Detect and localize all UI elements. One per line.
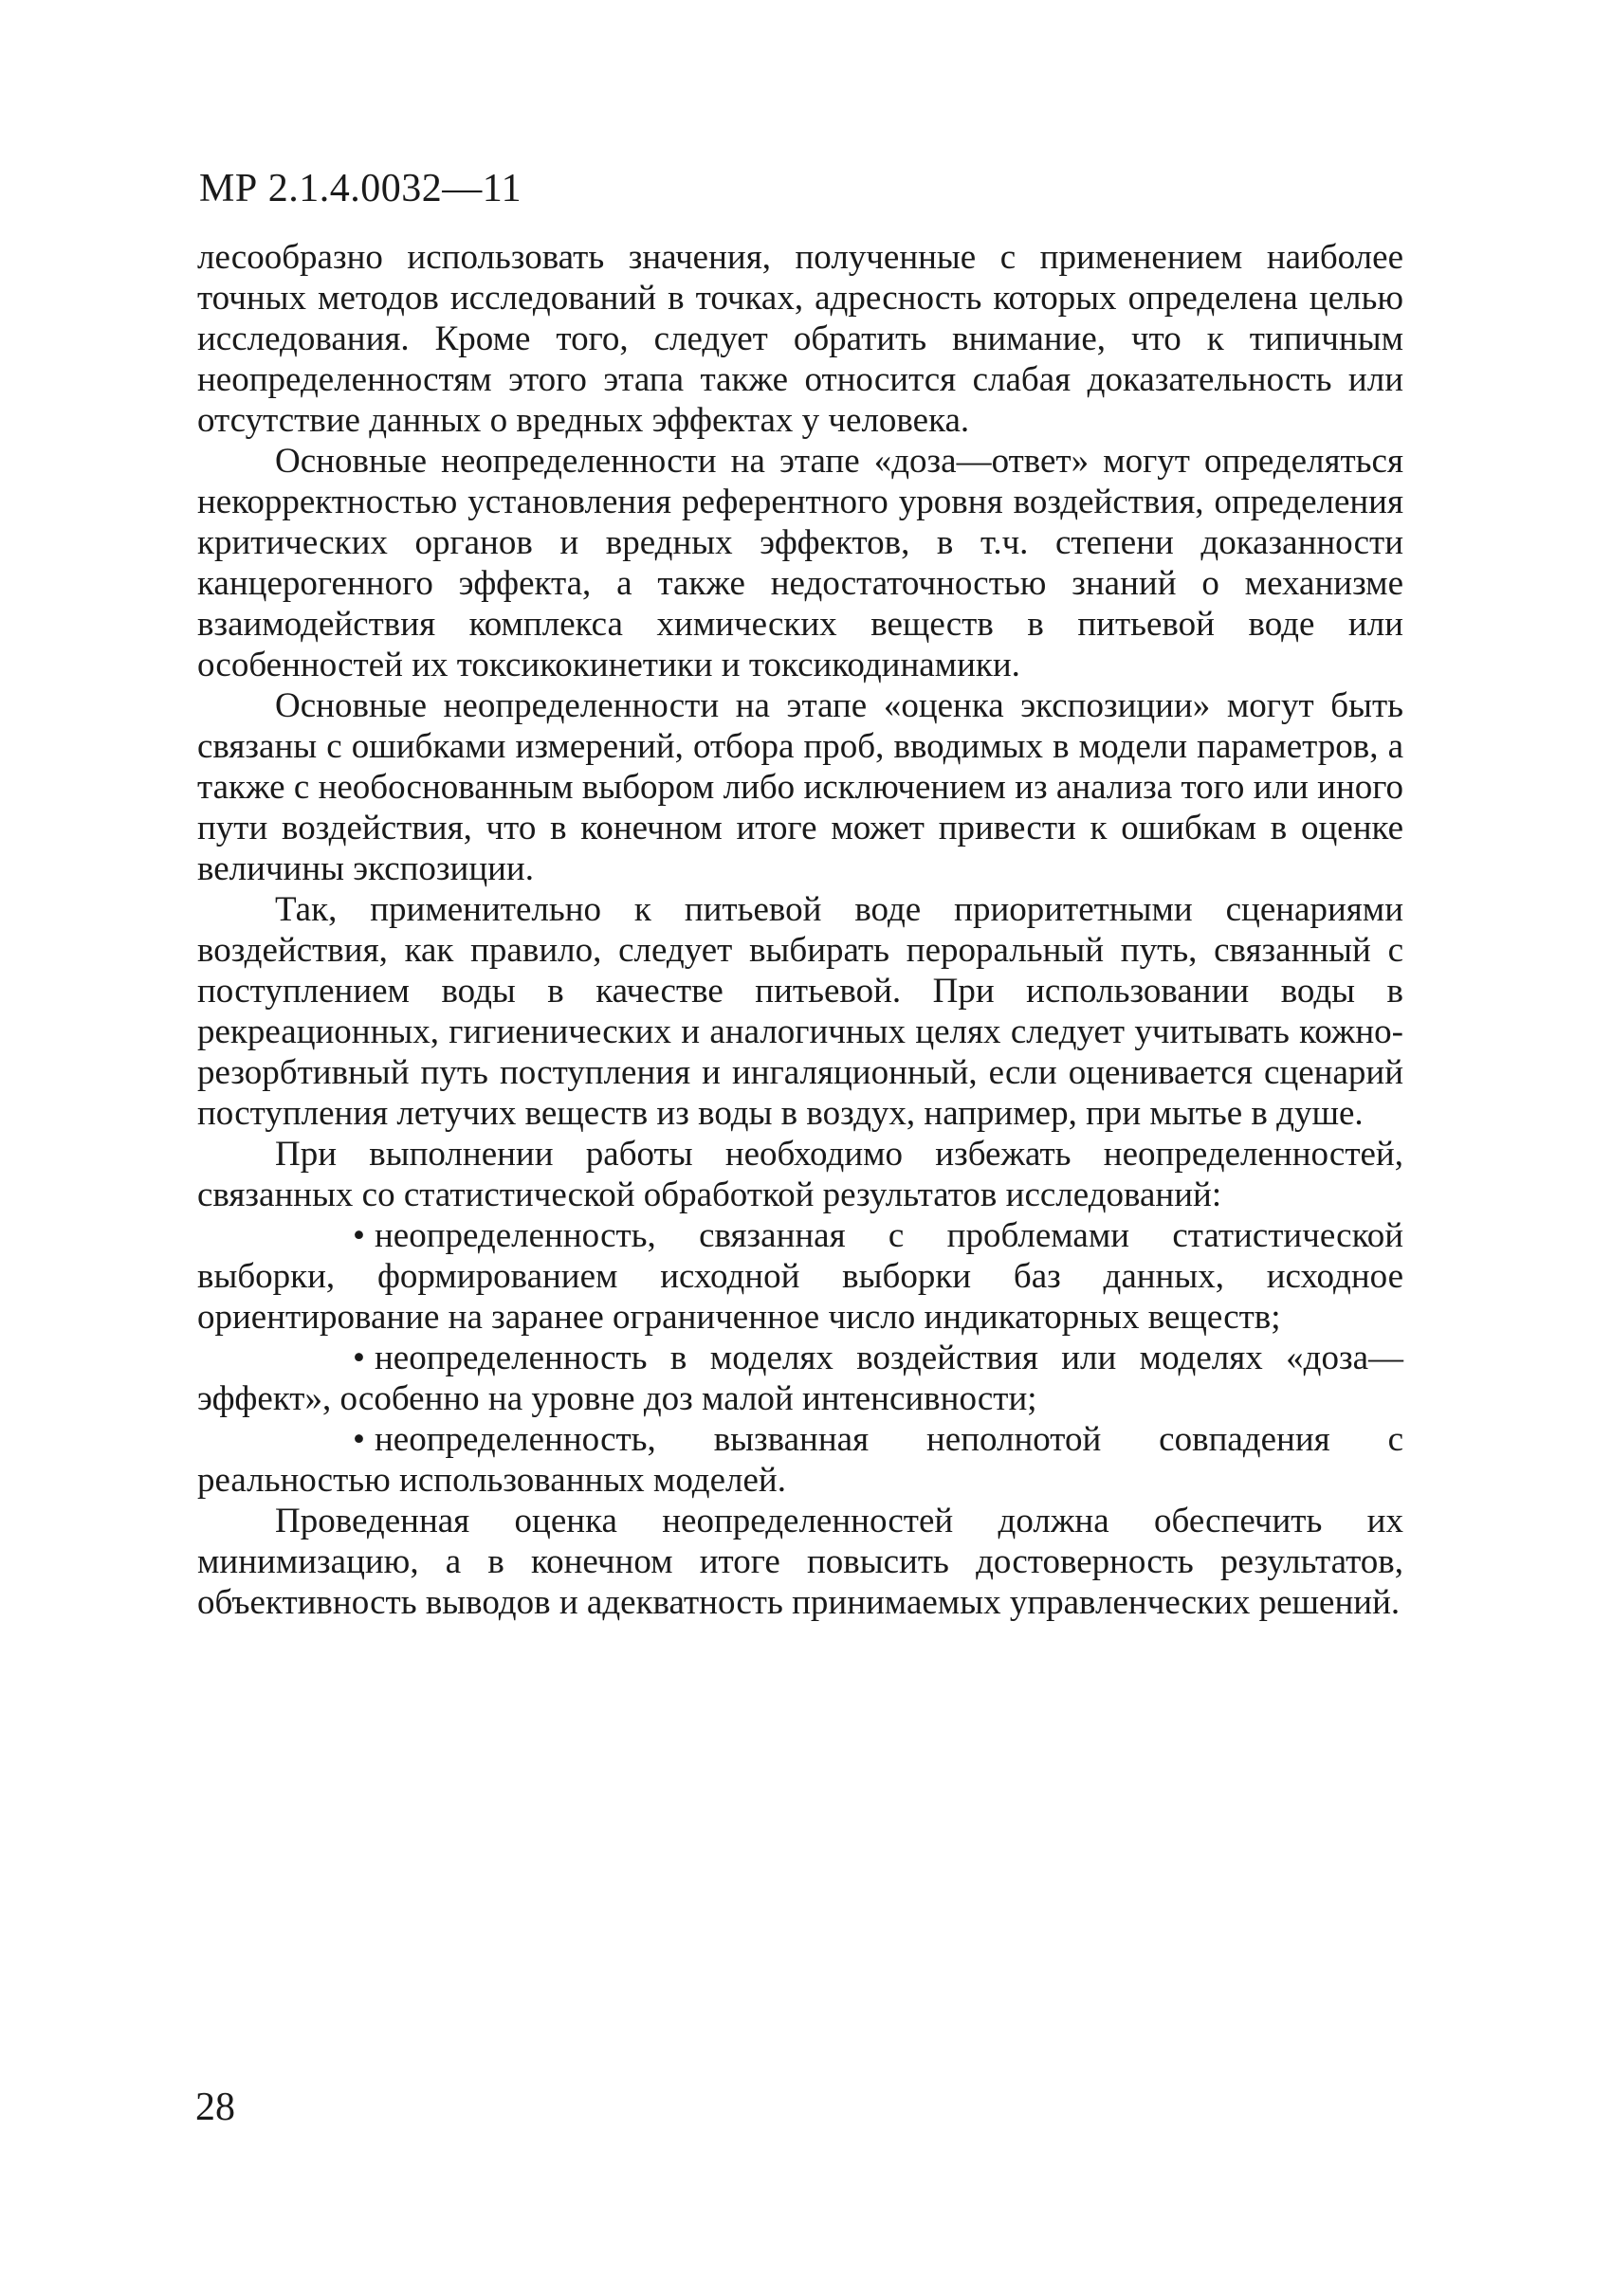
- list-item: [197, 1215, 1403, 1338]
- list-item: [197, 1338, 1403, 1419]
- paragraph-exposure-assessment: Основные неопределенности на этапе «оценка экспозиции» могут быть связаны с ошибками измерений, отбора проб, вводимых в модели параметров, а также с необоснованным выбором либо исключением из анализа того или иного пути воздействия, что в конечном итоге может привести к ошибкам в оценке величины экспозиции.: [197, 686, 1403, 888]
- page-number: 28: [195, 2086, 235, 2129]
- bullet-marker: •: [353, 1216, 365, 1255]
- bullet-marker: •: [353, 1339, 365, 1377]
- list-item-text: неопределенность в моделях воздействия или моделях «доза—эффект», особенно на уровне доз малой интенсивности;: [197, 1339, 1403, 1418]
- paragraph-dose-response: Основные неопределенности на этапе «доза—ответ» могут определяться некорректностью установления референтного уровня воздействия, определения критических органов и вредных эффектов, в т.ч. степени доказанности канцерогенного эффекта, а также недостаточностью знаний о механизме взаимодействия комплекса химических веществ в питьевой воде или особенностей их токсикокинетики и токсикодинамики.: [197, 442, 1403, 684]
- paragraph-conclusion: Проведенная оценка неопределенностей должна обеспечить их минимизацию, а в конечном итоге повысить достоверность результатов, объективность выводов и адекватность принимаемых управленческих решений.: [197, 1502, 1403, 1622]
- document-code: МР 2.1.4.0032—11: [199, 167, 522, 210]
- bullet-marker: •: [353, 1420, 365, 1459]
- document-body: [197, 237, 1403, 1623]
- paragraph-statistical-uncertainty: При выполнении работы необходимо избежать неопределенностей, связанных со статистической обработкой результатов исследований:: [197, 1135, 1403, 1214]
- list-item: [197, 1419, 1403, 1501]
- list-item-text: неопределенность, вызванная неполнотой совпадения с реальностью использованных моделей.: [197, 1420, 1403, 1500]
- paragraph-drinking-water-scenarios: Так, применительно к питьевой воде приоритетными сценариями воздействия, как правило, следует выбирать пероральный путь, связанный с поступлением воды в качестве питьевой. При использовании воды в рекреационных, гигиенических и аналогичных целях следует учитывать кожно-резорбтивный путь поступления и ингаляционный, если оценивается сценарий поступления летучих веществ из воды в воздух, например, при мытье в душе.: [197, 890, 1403, 1133]
- paragraph-continuation: лесообразно использовать значения, полученные с применением наиболее точных методов исследований в точках, адресность которых определена целью исследования. Кроме того, следует обратить внимание, что к типичным неопределенностям этого этапа также относится слабая доказательность или отсутствие данных о вредных эффектах у человека.: [197, 238, 1403, 440]
- list-item-text: неопределенность, связанная с проблемами статистической выборки, формированием исходной выборки баз данных, исходное ориентирование на заранее ограниченное число индикаторных веществ;: [197, 1216, 1403, 1337]
